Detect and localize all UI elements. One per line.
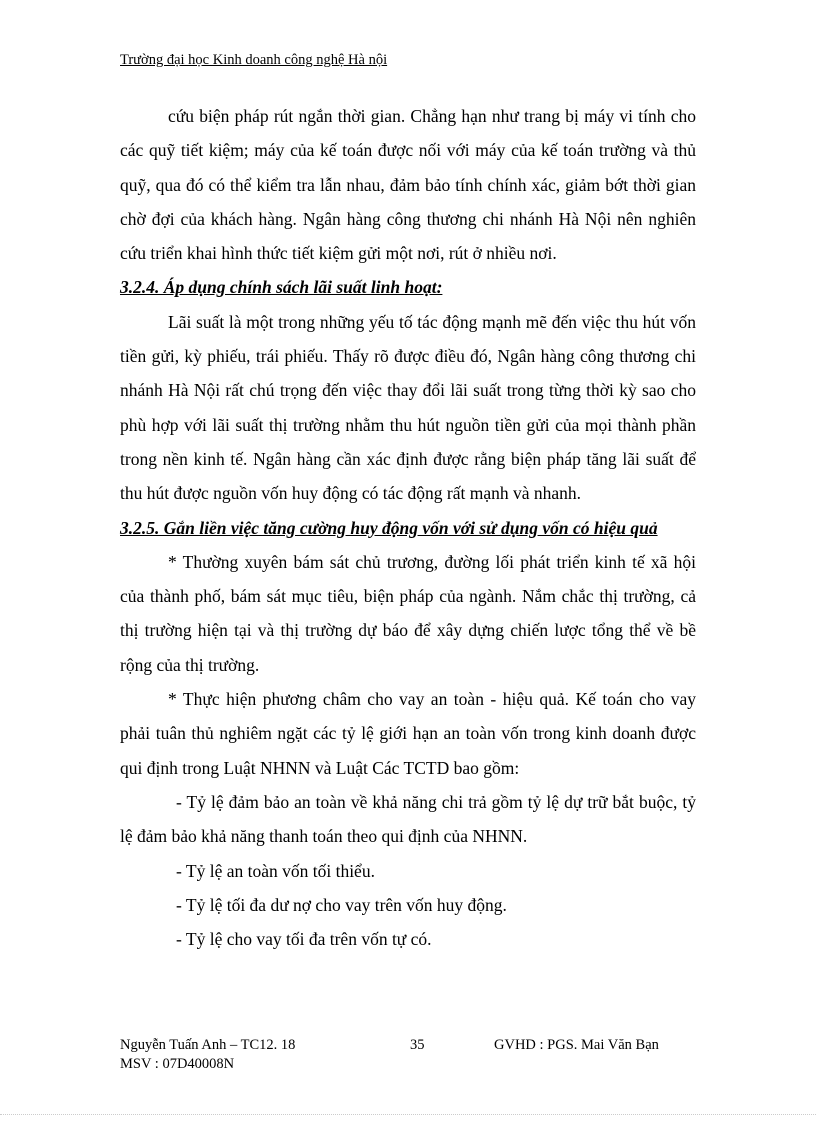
footer-author: Nguyễn Tuấn Anh – TC12. 18 <box>120 1037 296 1053</box>
page-bottom-divider <box>0 1114 816 1115</box>
page-header-school: Trường đại học Kinh doanh công nghệ Hà nội <box>120 52 388 68</box>
list-item-loan-to-deposit: - Tỷ lệ tối đa dư nợ cho vay trên vốn huy động. <box>176 894 507 915</box>
paragraph-interest-rate: Lãi suất là một trong những yếu tố tác động mạnh mẽ đến việc thu hút vốn tiền gửi, kỳ phiếu, trái phiếu. Thấy rõ được điều đó, Ngân hàng công thương chi nhánh Hà Nội rất chú trọng đến việc thay đổi lãi suất trong từng thời kỳ sao cho phù hợp với lãi suất thị trường nhằm thu hút nguồn tiền gửi của mọi thành phần trong nền kinh tế. Ngân hàng cần xác định được rằng biện pháp tăng lãi suất để thu hút được nguồn vốn huy động có tác động rất mạnh và nhanh. <box>120 311 696 504</box>
page-number: 35 <box>410 1037 425 1053</box>
list-item-loan-to-equity: - Tỷ lệ cho vay tối đa trên vốn tự có. <box>176 929 432 950</box>
footer-student-id: MSV : 07D40008N <box>120 1056 235 1072</box>
list-item-capital-adequacy: - Tỷ lệ an toàn vốn tối thiểu. <box>176 860 375 881</box>
paragraph-liquidity-ratio: - Tỷ lệ đảm bảo an toàn về khả năng chi trả gồm tỷ lệ dự trữ bắt buộc, tỷ lệ đảm bảo khả năng thanh toán theo qui định của NHNN. <box>120 791 696 847</box>
document-body <box>120 99 696 956</box>
heading-3-2-5: 3.2.5. Gắn liền việc tăng cường huy động vốn với sử dụng vốn có hiệu quả <box>120 517 658 538</box>
paragraph-intro: cứu biện pháp rút ngắn thời gian. Chẳng hạn như trang bị máy vi tính cho các quỹ tiết kiệm; máy của kế toán được nối với máy của kế toán trường và thủ quỹ, qua đó có thể kiểm tra lẫn nhau, đảm bảo tính chính xác, giảm bớt thời gian chờ đợi của khách hàng. Ngân hàng công thương chi nhánh Hà Nội nên nghiên cứu triển khai hình thức tiết kiệm gửi một nơi, rút ở nhiều nơi. <box>120 106 696 264</box>
footer-advisor: GVHD : PGS. Mai Văn Bạn <box>494 1037 659 1053</box>
paragraph-market-tracking: * Thường xuyên bám sát chủ trương, đường lối phát triển kinh tế xã hội của thành phố, bám sát mục tiêu, biện pháp của ngành. Nắm chắc thị trường, cả thị trường hiện tại và thị trường dự báo để xây dựng chiến lược tổng thể về bề rộng của thị trường. <box>120 551 696 675</box>
heading-3-2-4: 3.2.4. Áp dụng chính sách lãi suất linh hoạt: <box>120 277 443 298</box>
page-footer <box>120 1036 680 1074</box>
paragraph-safe-lending: * Thực hiện phương châm cho vay an toàn - hiệu quả. Kế toán cho vay phải tuân thủ nghiêm ngặt các tỷ lệ giới hạn an toàn vốn trong kinh doanh được qui định trong Luật NHNN và Luật Các TCTD bao gồm: <box>120 689 696 778</box>
